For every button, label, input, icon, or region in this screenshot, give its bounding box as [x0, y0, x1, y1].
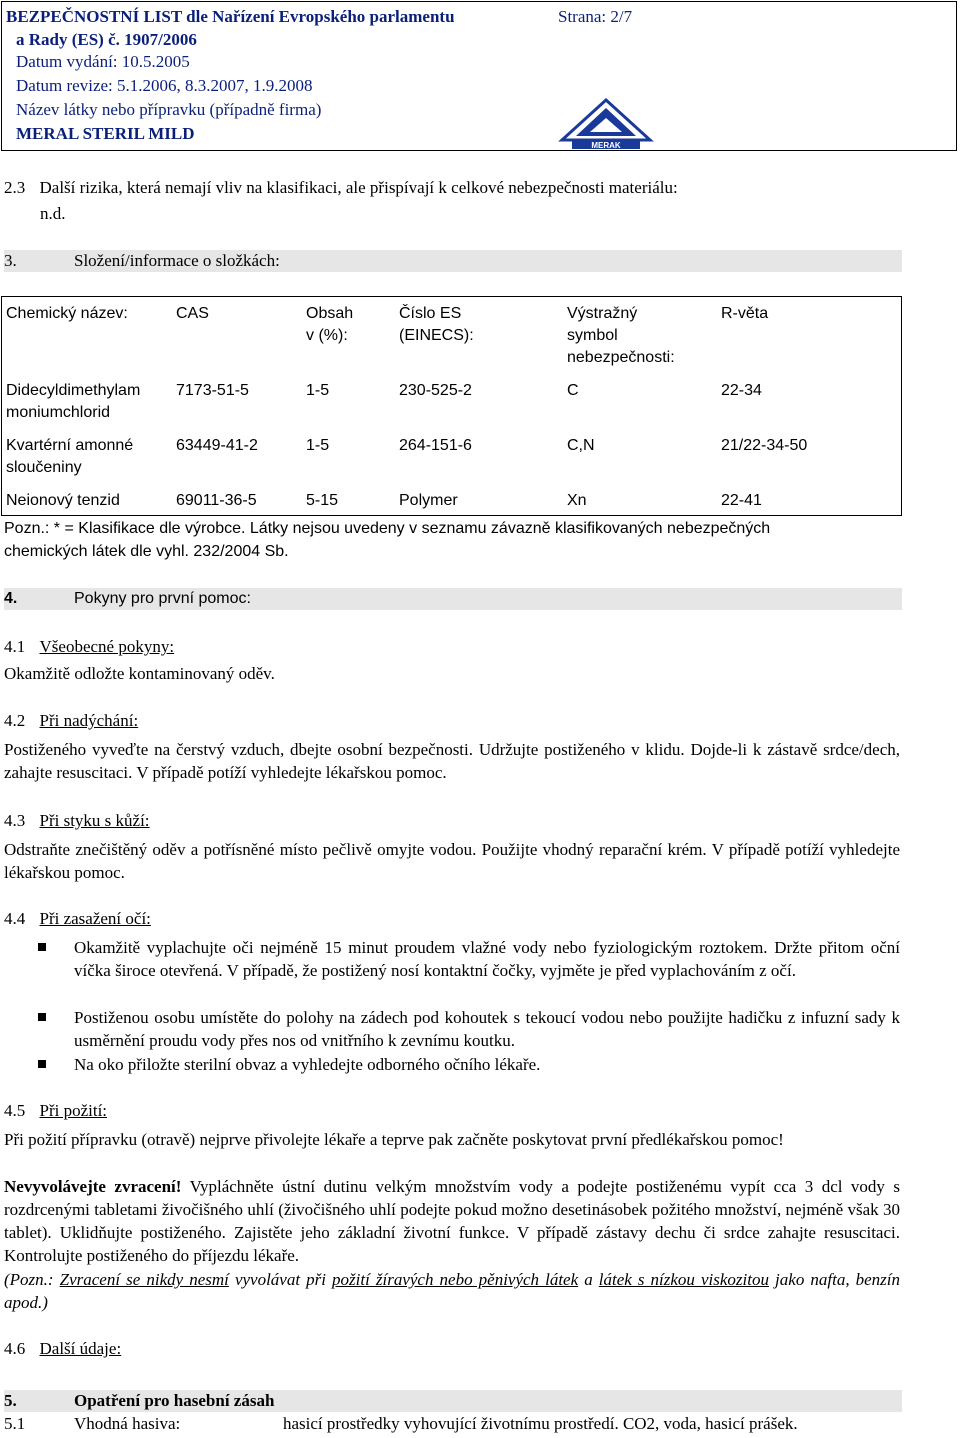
row2-content: 1-5: [306, 437, 330, 454]
bullet-square-icon: [38, 943, 46, 951]
row1-cas: 7173-51-5: [176, 382, 249, 399]
section-2-3-text: Další rizika, která nemají vliv na klasifikaci, ale přispívají k celkové nebezpečnosti materiálu:: [39, 178, 678, 197]
row1-r: 22-34: [721, 382, 762, 399]
merak-logo: [558, 98, 654, 150]
composition-note-line2: chemických látek dle vyhl. 232/2004 Sb.: [4, 543, 289, 560]
section-4-1-number: 4.1: [4, 637, 26, 656]
section-4-6-number: 4.6: [4, 1339, 26, 1358]
row2-r: 21/22-34-50: [721, 437, 808, 454]
section-4-number: 4.: [4, 590, 18, 607]
section-4-6-heading: [4, 1338, 121, 1360]
section-4-3-title: Při styku s kůží:: [39, 811, 150, 830]
col-header-cas: CAS: [176, 305, 209, 322]
section-4-5-title: Při požití:: [39, 1101, 108, 1120]
eye-bullet-2: Postiženou osobu umístěte do polohy na zádech pod kohoutek s tekoucí vodou nebo použijte hadičku z infuzní sady k usměrnění proudu vody přes nos od vnitřního k zevnímu koutku.: [74, 1008, 900, 1050]
section-4-1-title: Všeobecné pokyny:: [39, 637, 175, 656]
section-4-4-heading: [4, 908, 151, 930]
col-header-symbol-3: nebezpečnosti:: [567, 349, 675, 366]
row3-cas: 69011-36-5: [176, 492, 257, 509]
revision-date: Datum revize: 5.1.2006, 8.3.2007, 1.9.2008: [16, 76, 313, 95]
col-header-r: R-věta: [721, 305, 769, 322]
page-number: Strana: 2/7: [558, 7, 633, 26]
col-header-content-1: Obsah: [306, 305, 354, 322]
row3-content: 5-15: [306, 492, 339, 509]
section-4-2-number: 4.2: [4, 711, 26, 730]
row1-name-1: Didecyldimethylam: [6, 382, 141, 399]
row3-r: 22-41: [721, 492, 762, 509]
section-4-5-note: [4, 1268, 900, 1314]
section-4-2-title: Při nadýchání:: [39, 711, 139, 730]
substance-label: Název látky nebo přípravku (případně firma): [16, 100, 322, 119]
section-2-3: [4, 177, 678, 199]
note-part: (Pozn.:: [4, 1270, 60, 1289]
section-4-5-heading: [4, 1100, 107, 1122]
composition-note-line1: Pozn.: * = Klasifikace dle výrobce. Látky nejsou uvedeny v seznamu závazně klasifikovaných nebezpečných: [4, 520, 771, 537]
section-4-5-number: 4.5: [4, 1101, 26, 1120]
row2-cas: 63449-41-2: [176, 437, 258, 454]
section-5-1-number: 5.1: [4, 1414, 26, 1433]
section-4-5-text2: Vypláchněte ústní dutinu velkým množstvím vody a podejte postiženému vypít cca 3 dcl vody s rozdrcenými tabletami živočišného uhlí (živočišného uhlí podejte pokud možno desetinásobek požitého množství, nejméně však 30 tablet). Uklidňujte postiženého. Zajistěte jeho základní životní funkce. V případě zástavy dechu či srdce zahajte resuscitaci. Kontrolujte postiženého do příjezdu lékaře.: [4, 1177, 900, 1265]
section-3-title: Složení/informace o složkách:: [74, 251, 280, 270]
row3-es: Polymer: [399, 492, 458, 509]
row3-name-1: Neionový tenzid: [6, 492, 120, 509]
col-header-content-2: v (%):: [306, 327, 348, 344]
section-4-4-number: 4.4: [4, 909, 26, 928]
section-5-number: 5.: [4, 1391, 17, 1410]
section-4-5-text2-block: [4, 1175, 900, 1267]
bullet-square-icon: [38, 1060, 46, 1068]
product-name: MERAL STERIL MILD: [16, 124, 195, 143]
row1-es: 230-525-2: [399, 382, 472, 399]
row2-symbol: C,N: [567, 437, 595, 454]
section-4-1-heading: [4, 636, 174, 658]
note-part: jako nafta, benzín apod.): [4, 1270, 901, 1312]
note-part: vyvolávat při: [228, 1270, 333, 1289]
section-5-1-label: Vhodná hasiva:: [74, 1414, 181, 1433]
col-header-symbol-1: Výstražný: [567, 305, 638, 322]
section-5-title: Opatření pro hasební zásah: [74, 1391, 275, 1410]
section-4-3-number: 4.3: [4, 811, 26, 830]
section-4-1-text: Okamžitě odložte kontaminovaný oděv.: [4, 664, 275, 683]
row2-es: 264-151-6: [399, 437, 472, 454]
row1-symbol: C: [567, 382, 579, 399]
note-part: látek s nízkou viskozitou: [598, 1270, 769, 1289]
section-4-3-text: Odstraňte znečištěný oděv a potřísněné místo pečlivě omyjte vodou. Použijte vhodný reparační krém. V případě potíží vyhledejte lékařskou pomoc.: [4, 840, 900, 882]
row2-name-1: Kvartérní amonné: [6, 437, 134, 454]
section-4-heading: [4, 588, 902, 610]
section-5-1-text: hasicí prostředky vyhovující životnímu prostředí. CO2, voda, hasicí prášek.: [283, 1414, 798, 1433]
row2-name-2: sloučeniny: [6, 459, 82, 476]
composition-table: [1, 296, 902, 516]
section-4-5-text1: Při požití přípravku (otravě) nejprve přivolejte lékaře a teprve pak začněte poskytovat první předlékařskou pomoc!: [4, 1130, 784, 1149]
section-4-4-title: Při zasažení očí:: [39, 909, 151, 928]
row1-content: 1-5: [306, 382, 330, 399]
section-2-3-value: n.d.: [40, 204, 66, 223]
section-4-6-title: Další údaje:: [39, 1339, 122, 1358]
col-header-name: Chemický název:: [6, 305, 128, 322]
section-5-heading: [4, 1390, 902, 1412]
col-header-symbol-2: symbol: [567, 327, 618, 344]
note-part: požití žíravých nebo pěnivých látek: [332, 1270, 579, 1289]
row1-name-2: moniumchlorid: [6, 404, 111, 421]
no-vomit-warning: Nevyvolávejte zvracení!: [4, 1177, 182, 1196]
section-4-2-text: Postiženého vyveďte na čerstvý vzduch, dbejte osobní bezpečnosti. Udržujte postiženého v klidu. Dojde-li k zástavě srdce/dech, zahajte resuscitaci. V případě potíží vyhledejte lékařskou pomoc.: [4, 740, 900, 782]
section-2-3-number: 2.3: [4, 178, 26, 197]
header-title-line2: a Rady (ES) č. 1907/2006: [16, 30, 197, 49]
bullet-square-icon: [38, 1013, 46, 1021]
eye-bullet-1: Okamžitě vyplachujte oči nejméně 15 minut proudem vlažné vody nebo fyziologickým roztokem. Držte přitom oční víčka široce otevřená. V případě, že postižený nosí kontaktní čočky, vyjměte je před vyplachováním z očí.: [74, 938, 900, 980]
section-4-3-heading: [4, 810, 150, 832]
logo-text: MERAK: [591, 141, 621, 150]
note-part: Zvracení se nikdy nesmí: [59, 1270, 229, 1289]
section-3-heading: [4, 250, 902, 272]
section-4-title: Pokyny pro první pomoc:: [74, 590, 251, 607]
document-header: [1, 1, 957, 151]
col-header-es-2: (EINECS):: [399, 327, 474, 344]
note-part: a: [578, 1270, 599, 1289]
section-4-2-heading: [4, 710, 138, 732]
section-3-number: 3.: [4, 251, 17, 270]
header-title-line1: BEZPEČNOSTNÍ LIST dle Nařízení Evropského parlamentu: [6, 7, 455, 26]
row3-symbol: Xn: [567, 492, 587, 509]
issue-date: Datum vydání: 10.5.2005: [16, 52, 190, 71]
eye-bullet-3: Na oko přiložte sterilní obvaz a vyhledejte odborného očního lékaře.: [74, 1055, 541, 1074]
col-header-es-1: Číslo ES: [399, 305, 462, 322]
